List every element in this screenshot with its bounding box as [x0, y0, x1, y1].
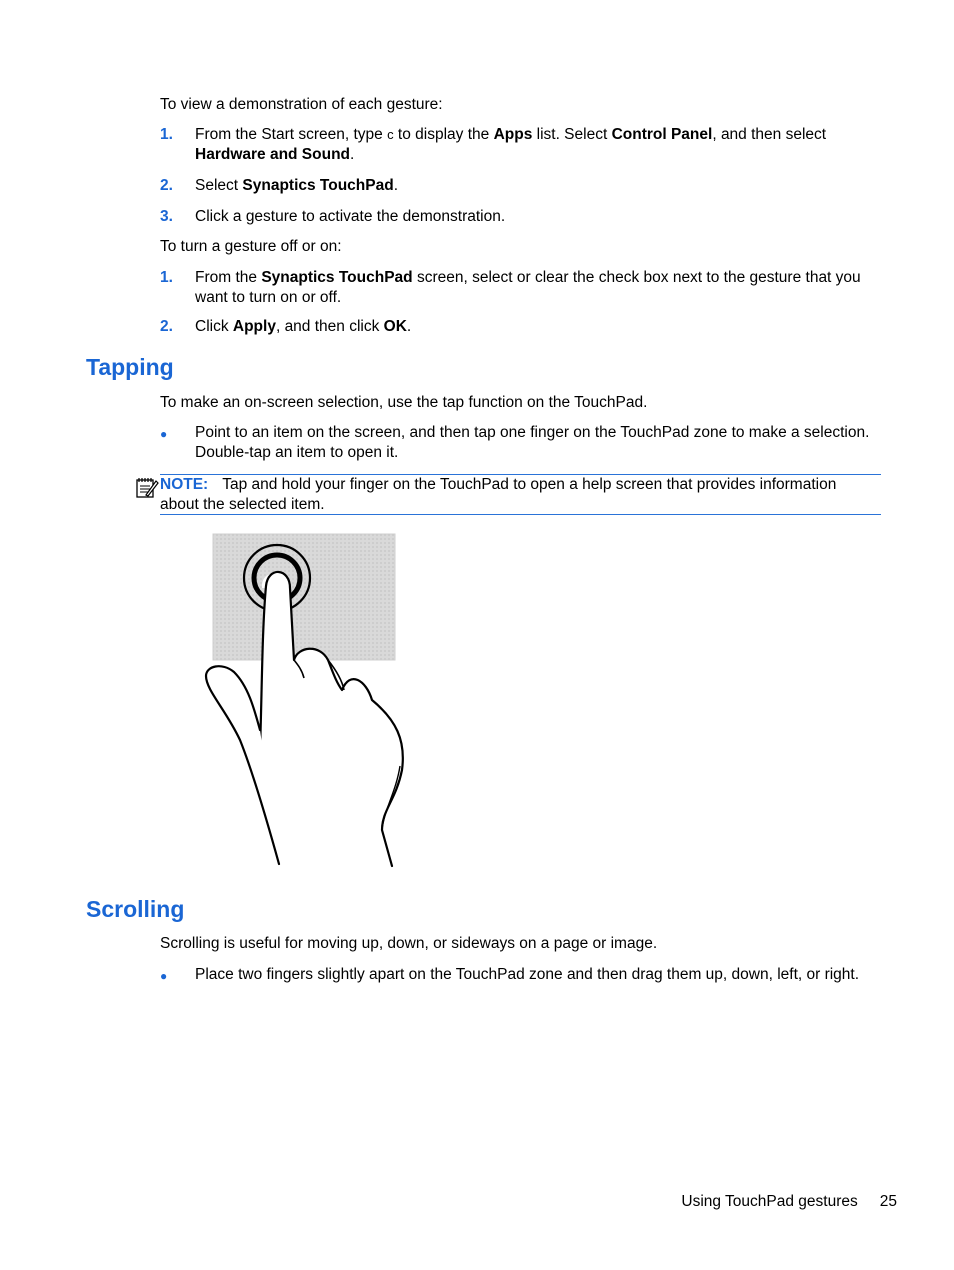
toggle-step-2: Click Apply, and then click OK. — [195, 318, 412, 335]
toggle-intro-text: To turn a gesture off or on: — [160, 238, 342, 255]
tapping-bullet-text: Point to an item on the screen, and then tap one finger on the TouchPad zone to make a selection. Double-tap an item to open it. — [195, 424, 870, 461]
step-number: 1. — [160, 269, 173, 286]
bullet-icon: ● — [160, 969, 168, 983]
tapping-paragraph: To make an on-screen selection, use the tap function on the TouchPad. — [160, 394, 648, 411]
scrolling-paragraph: Scrolling is useful for moving up, down, or sideways on a page or image. — [160, 935, 658, 952]
scrolling-bullet-text: Place two fingers slightly apart on the TouchPad zone and then drag them up, down, left, or right. — [195, 966, 860, 983]
page-number: 25 — [879, 1193, 897, 1210]
demo-step-1: From the Start screen, type c to display the Apps list. Select Control Panel, and then select Hardware and Sound. — [195, 126, 827, 163]
step-number: 3. — [160, 208, 173, 225]
demo-step-3: Click a gesture to activate the demonstration. — [195, 208, 506, 225]
toggle-step-1: From the Synaptics TouchPad screen, select or clear the check box next to the gesture that you want to turn on or off. — [195, 269, 861, 306]
intro-text: To view a demonstration of each gesture: — [160, 96, 443, 113]
step-number: 2. — [160, 318, 173, 335]
note-box — [160, 474, 881, 515]
note-text: Tap and hold your finger on the TouchPad to open a help screen that provides information about the selected item. — [160, 476, 837, 513]
tap-gesture-illustration — [196, 530, 408, 870]
tapping-heading: Tapping — [86, 354, 174, 380]
note-icon — [135, 475, 159, 499]
note-label: NOTE: — [160, 476, 209, 493]
scrolling-heading: Scrolling — [86, 896, 185, 922]
page-footer — [600, 1192, 897, 1212]
step-number: 1. — [160, 126, 173, 143]
step-number: 2. — [160, 177, 173, 194]
footer-title: Using TouchPad gestures — [681, 1193, 858, 1210]
demo-step-2: Select Synaptics TouchPad. — [195, 177, 399, 194]
bullet-icon: ● — [160, 427, 168, 441]
key-c: c — [387, 127, 394, 142]
